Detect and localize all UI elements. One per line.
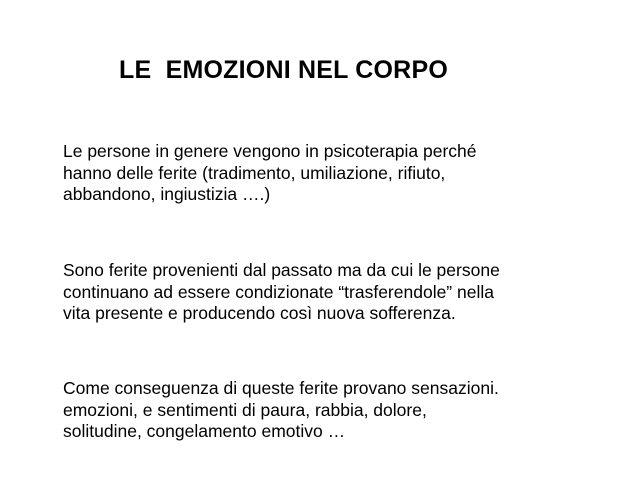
paragraph-passato: Sono ferite provenienti dal passato ma da cui le persone continuano ad essere condizionate “trasferendole” nella vita presente e producendo così nuova sofferenza. [63,260,500,323]
slide-title: LE EMOZIONI NEL CORPO [119,56,448,84]
paragraph-conseguenza: Come conseguenza di queste ferite provano sensazioni. emozioni, e sentimenti di paura, rabbia, dolore, solitudine, congelamento emotivo … [63,378,499,441]
paragraph-ferite: Le persone in genere vengono in psicoterapia perché hanno delle ferite (tradimento, umiliazione, rifiuto, abbandono, ingiustizia ….) [63,141,477,204]
